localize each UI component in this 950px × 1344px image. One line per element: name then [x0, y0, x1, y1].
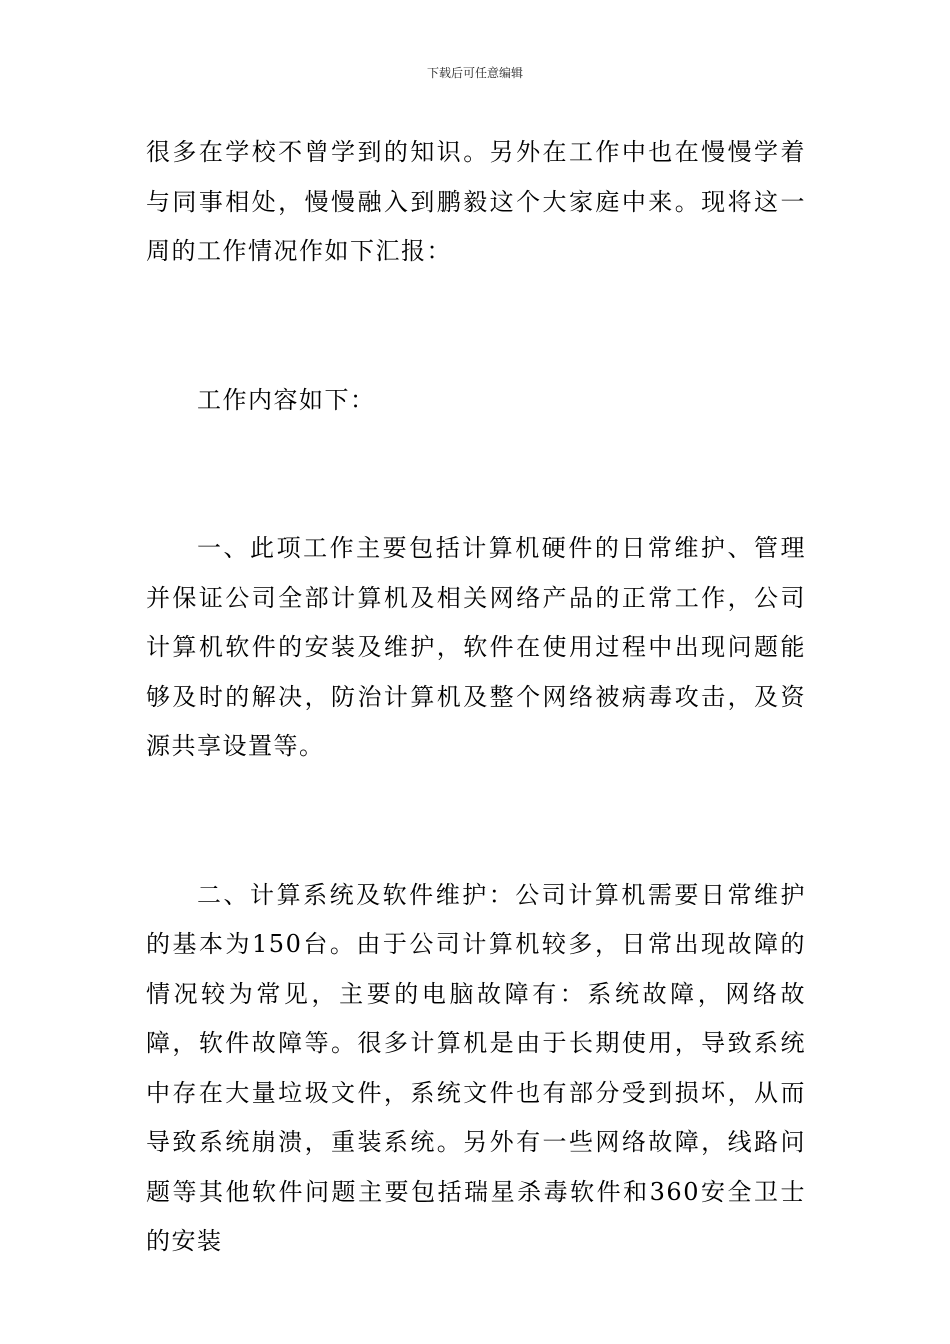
- paragraph-intro-continuation: 很多在学校不曾学到的知识。另外在工作中也在慢慢学着与同事相处，慢慢融入到鹏毅这个大家庭中来。现将这一周的工作情况作如下汇报：: [146, 138, 806, 265]
- paragraph-work-content-heading: 工作内容如下：: [197, 385, 376, 414]
- paragraph-spacer: [146, 425, 806, 524]
- paragraph-spacer: [146, 772, 806, 871]
- document-body: [146, 128, 806, 1267]
- page-header: 下载后可任意编辑: [426, 66, 523, 80]
- paragraph-item-two: 二、计算系统及软件维护：公司计算机需要日常维护的基本为150台。由于公司计算机较多，日常出现故障的情况较为常见，主要的电脑故障有：系统故障，网络故障，软件故障等。很多计算机是由于长期使用，导致系统中存在大量垃圾文件，系统文件也有部分受到损坏，从而导致系统崩溃，重装系统。另外有一些网络故障，线路问题等其他软件问题主要包括瑞星杀毒软件和360安全卫士的安装: [146, 880, 806, 1255]
- paragraph-item-one: 一、此项工作主要包括计算机硬件的日常维护、管理并保证公司全部计算机及相关网络产品的正常工作，公司计算机软件的安装及维护，软件在使用过程中出现问题能够及时的解决，防治计算机及整个网络被病毒攻击，及资源共享设置等。: [146, 534, 806, 760]
- paragraph-spacer: [146, 277, 806, 376]
